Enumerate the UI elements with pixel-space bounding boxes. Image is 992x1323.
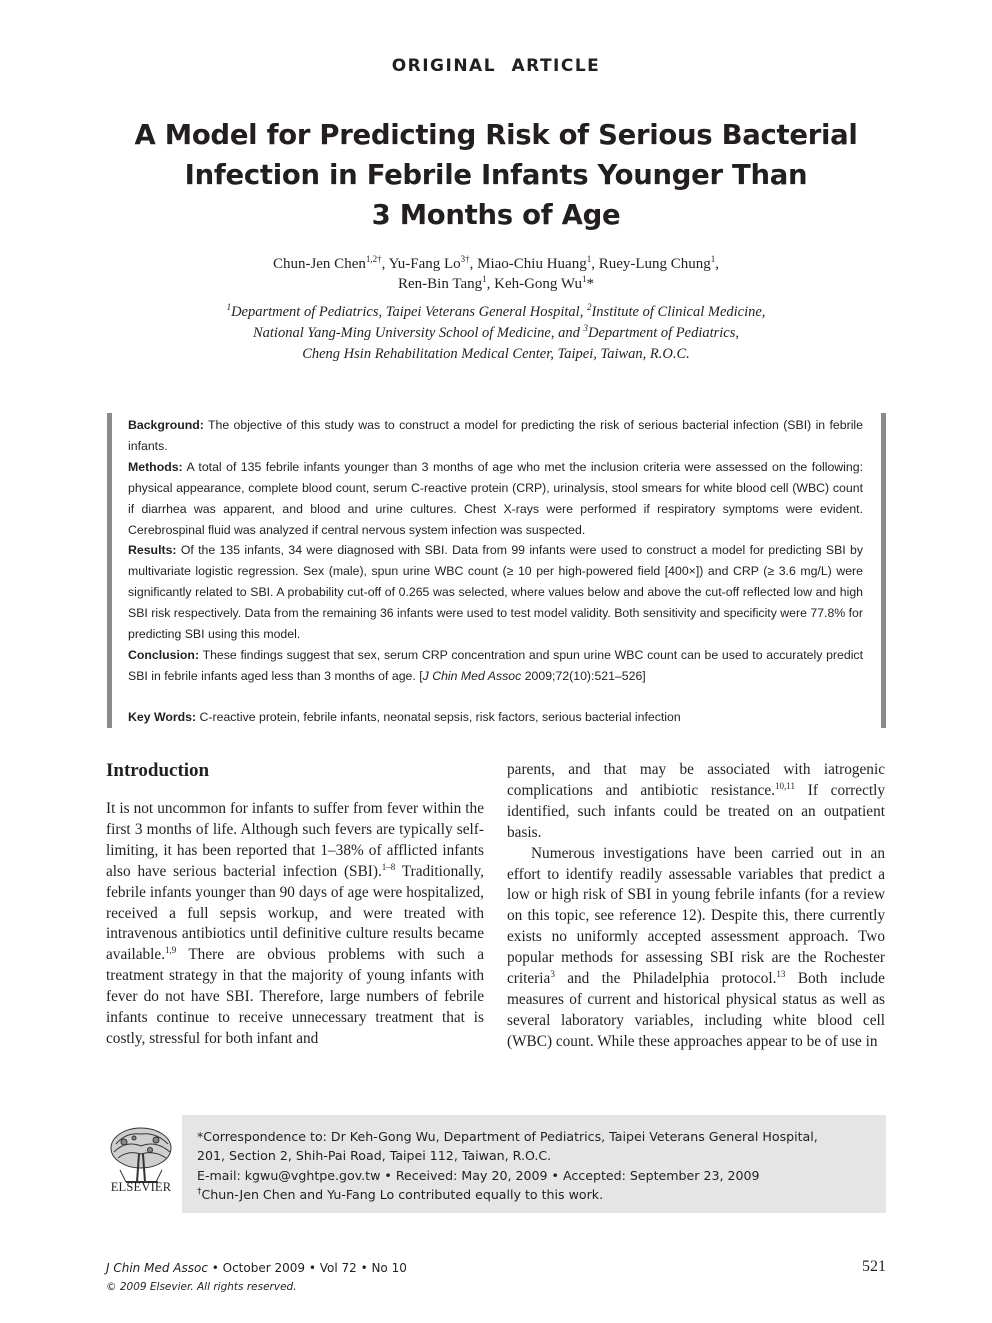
corresponding-star: * <box>586 276 594 292</box>
abstract-conclusion <box>128 645 863 687</box>
citation-sup: 1,9 <box>165 945 177 956</box>
author: Chun-Jen Chen <box>272 256 366 272</box>
title-line: Infection in Febrile Infants Younger Than <box>184 159 808 191</box>
abstract-text: Of the 135 infants, 34 were diagnosed with SBI. Data from 99 infants were used to construct a model for predicting SBI by multivariate logistic regression. Sex (male), spun urine WBC count (≥ 10 per high-powered field [400×]) and CRP (≥ 3.6 mg/L) were significantly related to SBI. A probability cut-off of 0.265 was selected, where values below and above the cut-off reflected low and high SBI risk respectively. Data from the remaining 36 infants were used to test model validity. Both sensitivity and specificity were 77.8% for predicting SBI using this model. <box>128 543 864 642</box>
author-affil-sup: 1 <box>581 274 587 284</box>
citation-sup: 10,11 <box>775 780 795 791</box>
affil-sup: 3 <box>583 323 588 334</box>
body-text: There are obvious problems with such a treatment strategy in that the majority of young infants with fever do not have SBI. Therefore, large numbers of febrile infants continue to receive unnecessary treatment that is costly, stressful for both infant and <box>106 946 484 1047</box>
body-text: and the Philadelphia protocol. <box>567 970 777 988</box>
abstract-text: A total of 135 febrile infants younger than 3 months of age who met the inclusion criteria were assessed on the following: physical appearance, complete blood count, serum C-reactive protein (CRP), urinalysis, stool smears for white blood cell (WBC) count if diarrhea was apparent, and blood and urine cultures. Chest X-rays were performed if respiratory symptoms were evident. Cerebrospinal fluid was analyzed if central nervous system infection was suspected. <box>128 459 863 537</box>
footer-issue: • October 2009 • Vol 72 • No 10 <box>207 1261 407 1275</box>
body-paragraph <box>507 844 885 1053</box>
author: Ruey-Lung Chung <box>598 256 711 272</box>
body-text: parents, and that may be associated with iatrogenic complications and antibiotic resistance. <box>507 761 885 799</box>
author-affil-sup: 1,2† <box>365 254 382 264</box>
author-affil-sup: 3† <box>460 254 470 264</box>
dagger-sup: † <box>197 1186 202 1197</box>
body-text: If correctly identified, such infants could be treated on an outpatient basis. <box>507 781 886 841</box>
body-text: Both include measures of current and historical physical status as well as several laboratory variables, including white blood cell (WBC) count. While these approaches appear to be of use in <box>507 970 885 1050</box>
footnote-text: Chun-Jen Chen and Yu-Fang Lo contributed equally to this work. <box>201 1186 604 1202</box>
body-text: Numerous investigations have been carried out in an effort to identify readily assessable variables that predict a low or high risk of SBI in young febrile infants (for a review on this topic, see reference 12). Despite this, there currently exists no uniformly accepted assessment approach. Two popular methods for assessing SBI risk are the Rochester criteria <box>507 844 885 988</box>
body-text: Traditionally, febrile infants younger than 90 days of age were hospitalized, received a full sepsis workup, and were treated with intravenous antibiotics until definitive culture results became available. <box>106 862 484 964</box>
abstract-label: Key Words: <box>128 709 197 724</box>
section-label: ORIGINAL ARTICLE <box>391 56 601 76</box>
citation-details: 2009;72(10):521–526] <box>524 668 646 683</box>
article-title <box>100 115 892 235</box>
author: Yu-Fang Lo <box>388 256 461 272</box>
abstract-text: These findings suggest that sex, serum CRP concentration and spun urine WBC count can be used to accurately predict SBI in febrile infants aged less than 3 months of age. <box>128 647 863 683</box>
footnote-line <box>197 1185 877 1204</box>
title-line: 3 Months of Age <box>371 199 621 231</box>
affil-text: Department of Pediatrics, Taipei Veterans General Hospital, <box>231 304 584 320</box>
abstract-keywords <box>128 707 863 728</box>
section-heading-introduction: Introduction <box>106 760 210 781</box>
abstract-background <box>128 415 863 457</box>
author-affil-sup: 1 <box>586 254 592 264</box>
affil-sup: 1 <box>226 302 232 313</box>
body-column-right <box>507 760 885 1053</box>
author-affil-sup: 1 <box>710 254 716 264</box>
body-text: It is not uncommon for infants to suffer from fever within the first 3 months of life. Although such fevers are typically self-limiting, it has been reported that 1–38% of afflicted infants also have serious bacterial infection (SBI). <box>106 800 484 880</box>
author: Ren-Bin Tang <box>398 276 483 292</box>
affiliations <box>100 302 892 365</box>
abstract-text: The objective of this study was to construct a model for predicting the risk of serious bacterial infection (SBI) in febrile infants. <box>128 418 863 453</box>
affil-text: Institute of Clinical Medicine, <box>591 304 766 320</box>
affil-text: Cheng Hsin Rehabilitation Medical Center, Taipei, Taiwan, R.O.C. <box>302 346 690 362</box>
body-paragraph <box>106 799 484 1050</box>
elsevier-wordmark: ELSEVIER <box>110 1180 172 1194</box>
footnote-line: *Correspondence to: Dr Keh-Gong Wu, Department of Pediatrics, Taipei Veterans General Hospital, <box>197 1129 818 1144</box>
footnote-line: E-mail: kgwu@vghtpe.gov.tw • Received: May 20, 2009 • Accepted: September 23, 2009 <box>197 1167 760 1183</box>
abstract-label: Results: <box>128 543 177 558</box>
affil-text: National Yang-Ming University School of Medicine, and <box>252 325 580 341</box>
keywords-text: C-reactive protein, febrile infants, neonatal sepsis, risk factors, serious bacterial infection <box>199 709 681 724</box>
author: Miao-Chiu Huang <box>477 256 587 272</box>
abstract-box <box>107 413 886 728</box>
affil-text: Department of Pediatrics, <box>587 325 740 341</box>
affil-sup: 2 <box>586 302 592 313</box>
footnote-line: 201, Section 2, Shih-Pai Road, Taipei 112, Taiwan, R.O.C. <box>197 1148 552 1164</box>
abstract-label: Background: <box>128 418 204 432</box>
author-affil-sup: 1 <box>482 274 487 284</box>
body-column-left <box>106 760 484 1050</box>
citation-sup: 1–8 <box>381 861 396 872</box>
citation-sup: 13 <box>776 968 786 979</box>
abstract-label: Conclusion: <box>128 647 200 662</box>
copyright-notice: © 2009 Elsevier. All rights reserved. <box>106 1281 297 1293</box>
citation-journal: J Chin Med Assoc <box>422 668 522 683</box>
journal-footer <box>106 1261 407 1275</box>
correspondence-footnote <box>197 1127 877 1204</box>
author-list: Chun-Jen Chen$^{1,2\dagger}$, Yu-Fang $Lo^{3\dagger}$, Miao-Chiu Huang$^1$, Ruey-Lung Chung$^1$, Ren-Bin Tang$^1$, Keh-Gong Wu$^1$* <box>272 254 720 292</box>
footer-journal-name: J Chin Med Assoc <box>106 1261 208 1275</box>
abstract-methods <box>128 457 863 541</box>
page-number: 521 <box>862 1258 886 1275</box>
body-paragraph <box>507 760 885 844</box>
title-line: A Model for Predicting Risk of Serious Bacterial <box>134 119 858 151</box>
abstract-label: Methods: <box>128 459 183 474</box>
citation-bracket: [ <box>419 668 423 683</box>
abstract-results <box>128 540 863 645</box>
citation-sup: 3 <box>550 968 555 979</box>
author: Keh-Gong Wu <box>494 276 582 292</box>
